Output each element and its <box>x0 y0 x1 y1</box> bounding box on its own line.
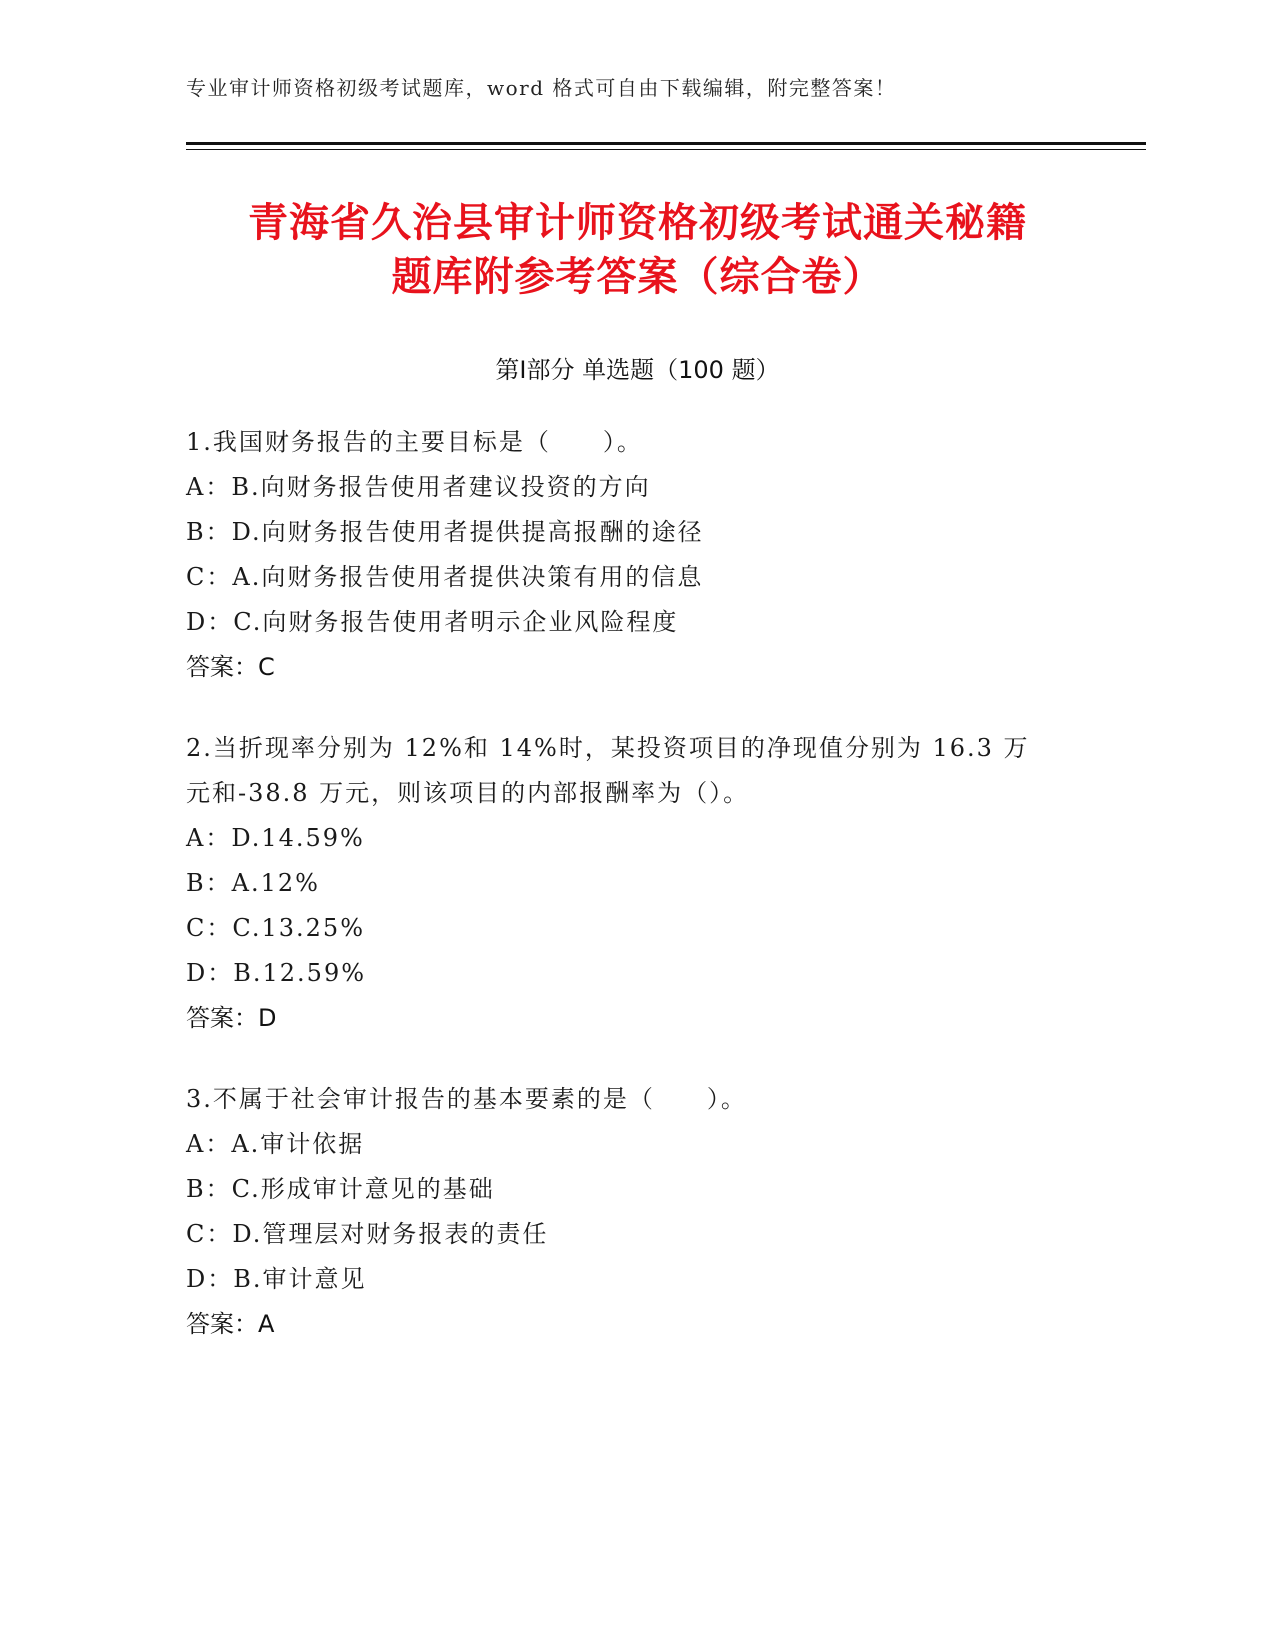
question-1-stem: 1.我国财务报告的主要目标是（ ）。 <box>186 428 643 456</box>
question-2-stem-line-2: 元和-38.8 万元，则该项目的内部报酬率为（）。 <box>186 779 750 807</box>
question-2-option-d: D：B.12.59% <box>186 959 367 987</box>
question-3-answer: 答案：A <box>186 1310 275 1338</box>
question-1-option-d: D：C.向财务报告使用者明示企业风险程度 <box>186 608 679 636</box>
question-1-option-b: B：D.向财务报告使用者提供提高报酬的途径 <box>186 518 704 546</box>
question-3-option-d: D：B.审计意见 <box>186 1265 367 1293</box>
question-1-answer: 答案：C <box>186 653 275 681</box>
question-1-option-a: A：B.向财务报告使用者建议投资的方向 <box>186 473 651 501</box>
question-3-stem: 3.不属于社会审计报告的基本要素的是（ ）。 <box>186 1085 747 1113</box>
document-title <box>150 196 1125 304</box>
question-1-option-c: C：A.向财务报告使用者提供决策有用的信息 <box>186 563 704 591</box>
header-divider-thick <box>186 142 1146 145</box>
question-3 <box>186 1077 1086 1347</box>
question-2-option-b: B：A.12% <box>186 869 320 897</box>
question-3-option-b: B：C.形成审计意见的基础 <box>186 1175 495 1203</box>
header-divider-thin <box>186 149 1146 150</box>
question-2-stem-line-1: 2.当折现率分别为 12%和 14%时，某投资项目的净现值分别为 16.3 万 <box>186 734 1030 762</box>
header-note: 专业审计师资格初级考试题库，word 格式可自由下载编辑，附完整答案！ <box>186 76 897 100</box>
question-2 <box>186 726 1086 1041</box>
document-title-line-2: 题库附参考答案（综合卷） <box>391 254 884 300</box>
question-2-option-c: C：C.13.25% <box>186 914 366 942</box>
question-2-answer: 答案：D <box>186 1004 277 1032</box>
document-title-line-1: 青海省久治县审计师资格初级考试通关秘籍 <box>248 200 1027 246</box>
question-2-option-a: A：D.14.59% <box>186 824 365 852</box>
question-1 <box>186 420 1086 690</box>
question-3-option-a: A：A.审计依据 <box>186 1130 365 1158</box>
question-3-option-c: C：D.管理层对财务报表的责任 <box>186 1220 549 1248</box>
section-title: 第Ⅰ部分 单选题（100 题） <box>495 356 780 384</box>
